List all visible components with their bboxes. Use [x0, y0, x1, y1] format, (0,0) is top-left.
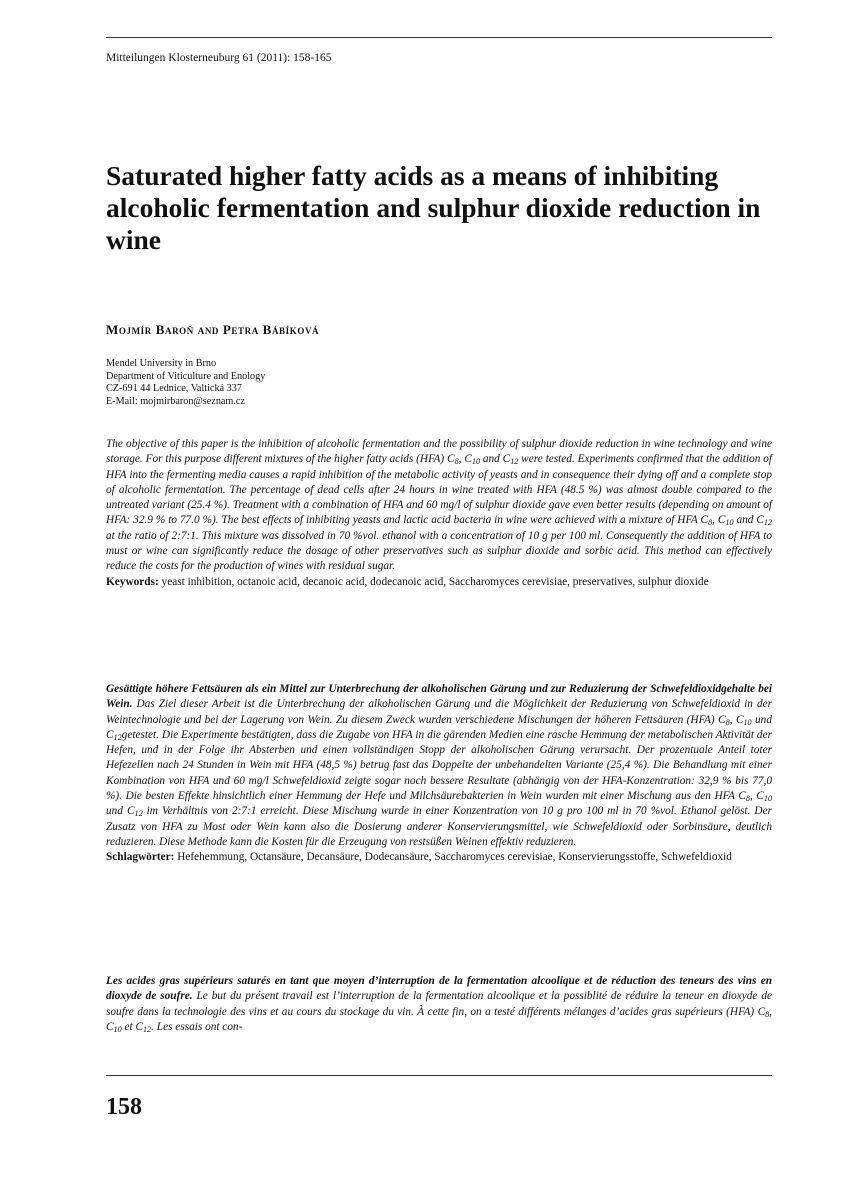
abstract-english: The objective of this paper is the inhibition of alcoholic fermentation and the possibility of sulphur dioxide reduction in wine technology and wine storage. For this purpose different mixtures of the higher fatty acids (HFA) $C_8$, $C_{10}$ and $C_{12}$ were tested. Experiments confirmed that the addition of HFA into the fermenting media causes a rapid inhibition of the metabolic activity of yeasts and in consequence their dying off and a complete stop of alcoholic fermentation. The percentage of dead cells after 24 hours in wine treated with HFA (48.5 %) was almost double compared to the untreated variant (25.4 %). Treatment with a combination of HFA and 60 mg/l of sulphur dioxide gave even better results (depending on amount of HFA: 32.9 % to 77.0 %). The best effects of inhibiting yeasts and lactic acid bacteria in wine were achieved with a mixture of HFA $C_8$, $C_{10}$ and $C_{12}$ at the ratio of 2:7:1. This mixture was dissolved in 70 %vol. ethanol with a concentration of 10 g per 100 ml. Consequently the addition of HFA to must or wine can significantly reduce the dosage of other preservatives such as sulphur dioxide and sorbic acid. This method can effectively reduce the costs for the production of wines with residual sugar. Keywords: yeast inhibition, octanoic acid, decanoic acid, dodecanoic acid, Saccharomyces cerevisiae, preservatives, sulphur dioxide: [106, 438, 772, 588]
affiliation-line: CZ-691 44 Lednice, Valtická 337: [106, 383, 242, 395]
keywords: Keywords: yeast inhibition, octanoic acid, decanoic acid, dodecanoic acid, Saccharomyces cerevisiae, preservatives, sulphur dioxide: [106, 575, 709, 588]
journal-citation: Mitteilungen Klosterneuburg 61 (2011): 158-165: [106, 52, 332, 64]
authors: Mojmír Baroň and Petra Bábíková: [106, 322, 320, 337]
affiliation-line: Mendel University in Brno: [106, 358, 217, 369]
abstract-french: Les acides gras supérieurs saturés en tant que moyen d’interruption de la fermentation alcoolique et de réduction des teneurs des vins en dioxyde de soufre. Le but du présent travail est l’interruption de la fermentation alcoolique et la possiblité de réduire la teneur en dioxyde de soufre dans la technologie des vins et au cours du stockage du vin. À cette fin, on a testé différents mélanges d’acides gras supérieurs (HFA) $C_8$, $C_{10}$ et $C_{12}$. Les essais ont con-: [106, 975, 773, 1034]
affiliation-line: Department of Viticulture and Enology: [106, 370, 266, 382]
affiliation: [106, 358, 265, 408]
article-title: Saturated higher fatty acids as a means of inhibiting alcoholic fermentation and sulphur dioxide reduction in wine: [106, 160, 761, 255]
page-number: 158: [106, 1094, 142, 1120]
french-title: Les acides gras supérieurs saturés en tant que moyen d’interruption de la fermentation alcoolique et de réduction des teneurs des vins en dioxyde de soufre.: [106, 975, 772, 1003]
page: [106, 0, 772, 1200]
schlagwoerter: Schlagwörter: Hefehemmung, Octansäure, Decansäure, Dodecansäure, Saccharomyces cerevisiae, Konservierungsstoffe, Schwefeldioxid: [106, 851, 732, 864]
keywords-label: Keywords:: [106, 575, 159, 588]
affiliation-email: E-Mail: mojmirbaron@seznam.cz: [106, 395, 245, 407]
footer-rule: [106, 1075, 772, 1076]
header-rule: [106, 37, 772, 38]
abstract-german: Gesättigte höhere Fettsäuren als ein Mittel zur Unterbrechung der alkoholischen Gärung und zur Reduzierung der Schwefeldioxidgehalte bei Wein. Das Ziel dieser Arbeit ist die Unterbrechung der alkoholischen Gärung und die Möglichkeit der Reduzierung von Schwefeldioxid in der Weintechnologie und bei der Lagerung von Wein. Zu diesem Zweck wurden verschiedene Mischungen der höheren Fettsäuren (HFA) $C_8$, $C_{10}$ und $C_{12}getestet$. Die Experimente bestätigten, dass die Zugabe von HFA in die gärenden Medien eine rasche Hemmung der metabolischen Aktivität der Hefen, und in der Folge ihr Absterben und einen vollständigen Stopp der alkoholischen Gärung verursacht. Der prozentuale Anteil toter Hefezellen nach 24 Stunden in Wein mit HFA (48,5 %) betrug fast das Doppelte der unbehandelten Variante (25,4 %). Die Behandlung mit einer Kombination von HFA und 60 mg/l Schwefeldioxid zeigte sogar noch bessere Resultate (abhängig von der HFA-Konzentration: 32,9 % bis 77,0 %). Die besten Effekte hinsichtlich einer Hemmung der Hefe und Milchsäurebakterien in Wein wurden mit einer Mischung aus den HFA $C_8$, $C_{10}$ und $C_{12}$ im Verhältnis von 2:7:1 erreicht. Diese Mischung wurde in einer Konzentration von 10 g pro 100 ml in 70 %vol. Ethanol gelöst. Der Zusatz von HFA zu Most oder Wein kann also die Dosierung anderer Konservierungsmittel, wie Schwefeldioxid oder Sorbinsäure, deutlich reduzieren. Diese Methode kann die Kosten für die Erzeugung von restsüßen Weinen effektiv reduzieren. Schlagwörter: Hefehemmung, Octansäure, Decansäure, Dodecansäure, Saccharomyces cerevisiae, Konservierungsstoffe, Schwefeldioxid: [106, 683, 772, 864]
german-title: Gesättigte höhere Fettsäuren als ein Mittel zur Unterbrechung der alkoholischen Gärung und zur Reduzierung der Schwefeldioxidgehalte bei Wein.: [106, 683, 772, 711]
schlagwoerter-label: Schlagwörter:: [106, 851, 175, 864]
